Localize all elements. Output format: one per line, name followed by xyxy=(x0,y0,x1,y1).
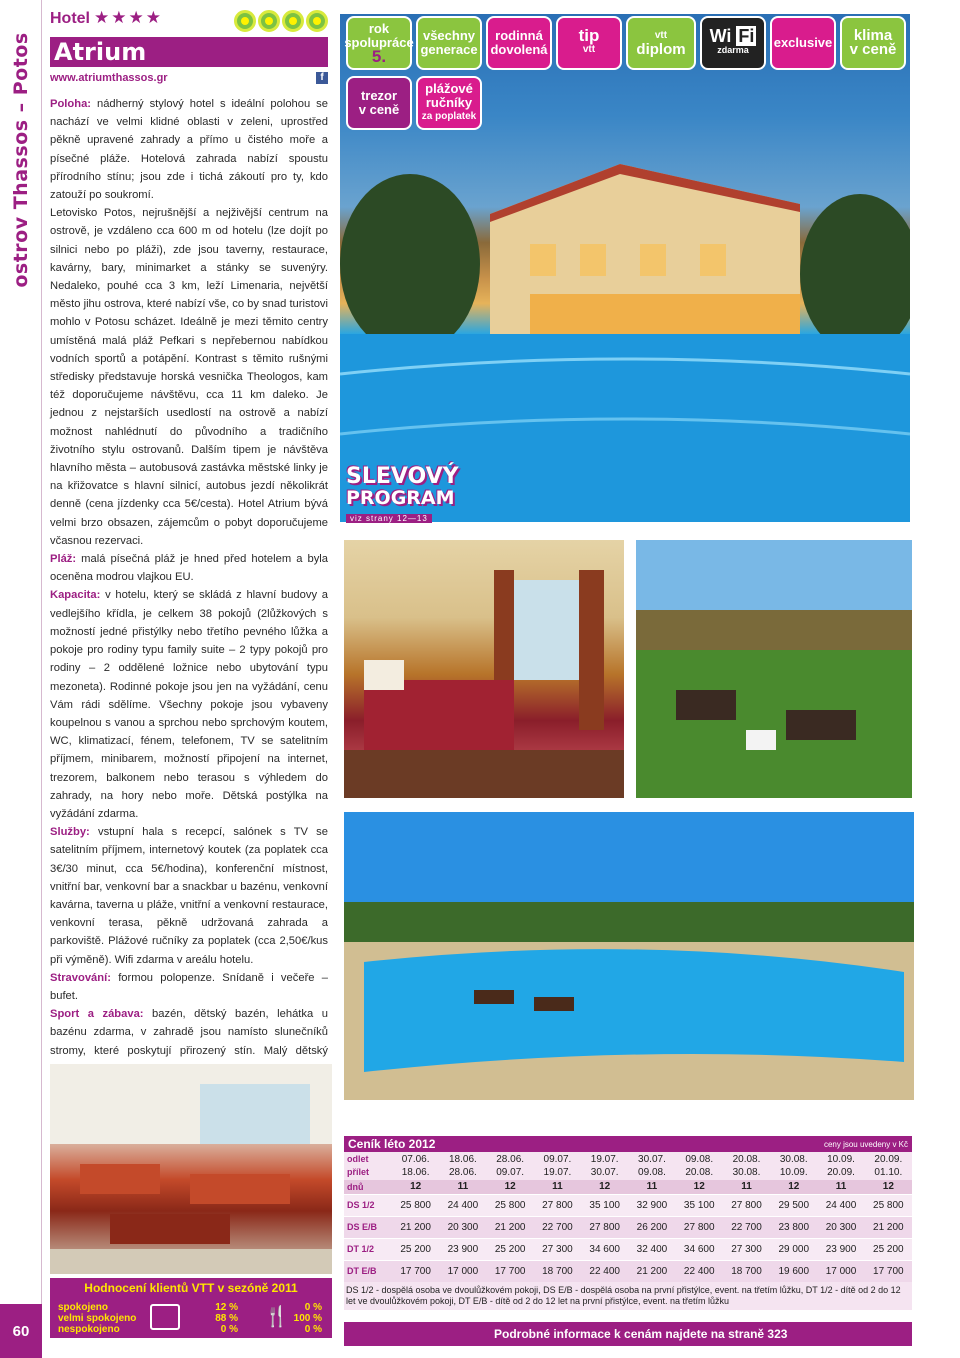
price-cell: 35 100 xyxy=(676,1194,723,1216)
arrival-date: 20.08. xyxy=(685,1167,714,1178)
bedroom-illustration xyxy=(344,540,624,798)
badge-text: klima xyxy=(853,27,893,44)
badge-text: trezor xyxy=(360,88,398,103)
text-poloha: nádherný stylový hotel s ideální polohou se nachází ve velmi klidné oblasti v zeleni, uprostřed pěkně upravené zahrady a přímo u čistého moře a písečné pláže. Hotelová zahrada nabízí spoustu přírodního stínu; jsou zde i tichá zákoutí pro ty, kdo zatouží po soukromí. xyxy=(50,98,328,202)
destination-title: ostrov Thassos – Potos xyxy=(10,32,32,288)
food-rating-value: 100 % xyxy=(293,1313,322,1324)
departure-date: 30.08. xyxy=(779,1154,808,1165)
badge-text: v ceně xyxy=(358,102,400,117)
departure-date: 30.07. xyxy=(638,1154,666,1165)
paragraph-kapacita xyxy=(50,586,328,823)
price-cell: 22 700 xyxy=(534,1216,581,1238)
paragraph-sluzby xyxy=(50,823,328,969)
badge-text: vtt xyxy=(654,30,668,41)
price-cell: 27 800 xyxy=(581,1216,628,1238)
departure-date: 20.09. xyxy=(874,1154,903,1165)
badge-text: tip xyxy=(578,26,600,45)
price-cell: 21 200 xyxy=(628,1260,675,1282)
badge-text xyxy=(709,26,757,46)
departure-date: 18.06. xyxy=(448,1154,477,1165)
badge-all-generations xyxy=(416,16,482,70)
price-cell: 17 700 xyxy=(487,1260,534,1282)
price-row xyxy=(344,1216,912,1238)
arrival-date: 18.06. xyxy=(401,1167,430,1178)
wifi-wi-text: Wi xyxy=(709,26,732,46)
hotel-name-bar xyxy=(50,37,328,67)
dates-row xyxy=(344,1152,912,1180)
price-cell: 34 600 xyxy=(581,1238,628,1260)
garden-illustration xyxy=(636,540,912,798)
paragraph-poloha xyxy=(50,95,328,204)
sun-rating xyxy=(234,10,328,32)
days-row xyxy=(344,1180,912,1194)
star-rating: ★★★★ xyxy=(94,8,163,27)
side-strip xyxy=(0,0,42,1358)
badge-text: rok xyxy=(368,21,390,36)
cutlery-icon: 🍴 xyxy=(264,1306,289,1328)
hotel-icon xyxy=(150,1304,180,1330)
date-cell xyxy=(628,1152,675,1180)
price-cell: 17 700 xyxy=(392,1260,439,1282)
text-sluzby: vstupní hala s recepcí, salónek s TV se satelitním příjmem, internetový koutek (za poplatek cca 3€/30 minut, cca 5€/hodina), konferenční místnost, vnitřní bar, venkovní bar a snackbar u bazénu, venkovní kavárna, taverna u pláže, vnitřní a venkovní restaurace, venkovní terasa, pěkně udržovaná zahrada a parkoviště. Plážové ručníky za poplatek (cca 2,50€/kus při výměně). Wifi zdarma v areálu hotelu. xyxy=(50,826,328,966)
date-cell xyxy=(439,1152,486,1180)
badge-years-cooperation xyxy=(346,16,412,70)
rating-title: Hodnocení klientů VTT v sezóně 2011 xyxy=(84,1281,298,1295)
badge-text: v ceně xyxy=(849,41,897,58)
badge-text: generace xyxy=(420,42,478,57)
departure-date: 19.07. xyxy=(590,1154,619,1165)
date-cell xyxy=(534,1152,581,1180)
price-cell: 25 800 xyxy=(392,1194,439,1216)
price-cell: 27 800 xyxy=(676,1216,723,1238)
odlet-label: odlet xyxy=(347,1154,369,1164)
departure-date: 09.07. xyxy=(543,1154,572,1165)
price-cell: 21 200 xyxy=(865,1216,912,1238)
price-cell: 35 100 xyxy=(581,1194,628,1216)
badge-text: exclusive xyxy=(773,35,833,50)
badge-text: spolupráce xyxy=(344,35,414,50)
departure-date: 07.06. xyxy=(401,1154,430,1165)
price-cell: 27 800 xyxy=(534,1194,581,1216)
price-row xyxy=(344,1238,912,1260)
sun-icon xyxy=(234,10,256,32)
days-cell: 12 xyxy=(487,1180,534,1194)
label-poloha: Poloha: xyxy=(50,98,92,110)
rating-label: nespokojeno xyxy=(58,1324,120,1335)
rating-label: velmi spokojeno xyxy=(58,1313,137,1324)
price-cell: 25 200 xyxy=(392,1238,439,1260)
price-cell: 25 800 xyxy=(487,1194,534,1216)
days-cell: 12 xyxy=(865,1180,912,1194)
label-sluzby: Služby: xyxy=(50,826,90,839)
price-list-title: Ceník léto 2012 xyxy=(348,1137,436,1151)
price-cell: 18 700 xyxy=(534,1260,581,1282)
price-currency-note: ceny jsou uvedeny v Kč xyxy=(823,1140,908,1149)
price-cell: 25 200 xyxy=(487,1238,534,1260)
hotel-rating-value: 12 % xyxy=(215,1302,238,1313)
price-cell: 27 800 xyxy=(723,1194,770,1216)
badge-family-holiday xyxy=(486,16,552,70)
hotel-rating-value: 88 % xyxy=(215,1313,238,1324)
badge-beach-towels xyxy=(416,76,482,130)
badge-text: vtt xyxy=(582,44,596,55)
price-row xyxy=(344,1260,912,1282)
arrival-date: 19.07. xyxy=(543,1167,572,1178)
days-label: dnů xyxy=(344,1180,392,1194)
price-cell: 29 500 xyxy=(770,1194,817,1216)
label-plaz: Pláž: xyxy=(50,553,77,566)
price-list-header xyxy=(344,1136,912,1152)
badge-text: zdarma xyxy=(717,45,749,55)
price-cell: 17 700 xyxy=(865,1260,912,1282)
price-cell: 22 400 xyxy=(676,1260,723,1282)
hotel-rating-value: 0 % xyxy=(220,1324,238,1335)
price-cell: 24 400 xyxy=(439,1194,486,1216)
page-number: 60 xyxy=(0,1304,42,1358)
days-cell: 12 xyxy=(392,1180,439,1194)
restaurant-photo xyxy=(50,1064,332,1274)
date-cell xyxy=(723,1152,770,1180)
price-cell: 22 700 xyxy=(723,1216,770,1238)
more-info-banner: Podrobné informace k cenám najdete na straně 323 xyxy=(344,1322,912,1346)
price-cell: 26 200 xyxy=(628,1216,675,1238)
arrival-date: 01.10. xyxy=(874,1167,903,1178)
price-row xyxy=(344,1194,912,1216)
sun-icon xyxy=(258,10,280,32)
price-cell: 23 800 xyxy=(770,1216,817,1238)
prilet-label: přílet xyxy=(347,1167,370,1177)
badge-text: 5. xyxy=(371,47,387,66)
badge-tip xyxy=(556,16,622,70)
days-cell: 11 xyxy=(439,1180,486,1194)
price-cell: 20 300 xyxy=(439,1216,486,1238)
price-table xyxy=(344,1152,912,1282)
date-cell xyxy=(487,1152,534,1180)
garden-photo xyxy=(636,540,912,798)
price-cell: 25 200 xyxy=(865,1238,912,1260)
label-kapacita: Kapacita: xyxy=(50,589,101,602)
price-cell: 18 700 xyxy=(723,1260,770,1282)
price-row-label: DT E/B xyxy=(344,1260,392,1282)
date-cell xyxy=(770,1152,817,1180)
badge-wifi xyxy=(700,16,766,70)
arrival-date: 10.09. xyxy=(779,1167,808,1178)
rating-label: spokojeno xyxy=(58,1302,109,1313)
pool-illustration xyxy=(344,812,914,1100)
text-kapacita: v hotelu, který se skládá z hlavní budovy a vedlejšího křídla, je celkem 38 pokojů (2lůžkových s možností jedné přistýlky nebo třetího pevného lůžka a pokoje pro rodiny typu family suite – 2 typy pokojů pro rodiny – 2 oddělené ložnice nebo ubytování typu mezoneta). Rodinné pokoje jsou jen na vyžádání, cenu Vám rádi sdělíme. Všechny pokoje jsou vybaveny koupelnou s vanou a sprchou nebo sprchovým koutem, WC, klimatizací, fénem, telefonem, TV se satelitním příjmem, minibarem, možností připojení na internet, trezorem, balkonem nebo terasou s výhledem do zahrady, na hory nebo moře. Dětská postýlka na vyžádání zdarma. xyxy=(50,589,328,820)
badge-text: za poplatek xyxy=(421,111,477,122)
date-cell xyxy=(392,1152,439,1180)
departure-date: 20.08. xyxy=(732,1154,761,1165)
client-rating-box xyxy=(50,1278,332,1338)
discount-program-badge[interactable] xyxy=(346,464,480,523)
price-cell: 24 400 xyxy=(817,1194,864,1216)
price-cell: 32 400 xyxy=(628,1238,675,1260)
price-cell: 21 200 xyxy=(487,1216,534,1238)
side-divider xyxy=(41,0,42,1358)
price-row-label: DS E/B xyxy=(344,1216,392,1238)
badge-exclusive xyxy=(770,16,836,70)
hotel-kind: Hotel xyxy=(50,10,90,27)
price-cell: 27 300 xyxy=(723,1238,770,1260)
sun-icon xyxy=(282,10,304,32)
date-cell xyxy=(676,1152,723,1180)
arrival-date: 30.07. xyxy=(590,1167,619,1178)
badge-text: ručníky xyxy=(425,95,473,110)
date-cell xyxy=(581,1152,628,1180)
pool-photo xyxy=(344,812,914,1100)
price-cell: 21 200 xyxy=(392,1216,439,1238)
days-cell: 12 xyxy=(676,1180,723,1194)
price-cell: 27 300 xyxy=(534,1238,581,1260)
text-stravovani: formou polopenze. Snídaně i večeře – bufet. xyxy=(50,971,328,1002)
arrival-date: 09.08. xyxy=(638,1167,666,1178)
arrival-date: 28.06. xyxy=(448,1167,477,1178)
badge-text: všechny xyxy=(422,28,476,43)
price-legend: DS 1/2 - dospělá osoba ve dvoulůžkovém pokoji, DS E/B - dospělá osoba na první přistýlce, event. na třetím lůžku, DT 1/2 - dítě od 2 do 12 let ve dvoulůžkovém pokoji, DT E/B - dítě od 2 do 12 let na první přistýlce, event. na třetím lůžku xyxy=(344,1282,912,1310)
hotel-website-link[interactable]: www.atriumthassos.gr xyxy=(50,72,168,84)
arrival-date: 09.07. xyxy=(496,1167,525,1178)
restaurant-illustration xyxy=(50,1064,332,1274)
label-sport: Sport a zábava: xyxy=(50,1008,144,1021)
arrival-date: 30.08. xyxy=(732,1167,761,1178)
badge-diploma xyxy=(626,16,696,70)
label-stravovani: Stravování: xyxy=(50,971,111,984)
price-cell: 20 300 xyxy=(817,1216,864,1238)
days-cell: 12 xyxy=(581,1180,628,1194)
wifi-fi-text: Fi xyxy=(738,26,755,46)
days-cell: 11 xyxy=(723,1180,770,1194)
text-sport: bazén, dětský bazén, lehátka u bazénu zdarma, v zahradě jsou namísto slunečníků stromy, které poskytují přirozený stín. Malý dětský xyxy=(50,1008,328,1057)
departure-date: 09.08. xyxy=(685,1154,714,1165)
price-row-label: DT 1/2 xyxy=(344,1238,392,1260)
discount-line1: SLEVOVÝ xyxy=(346,464,459,489)
price-row-label: DS 1/2 xyxy=(344,1194,392,1216)
text-plaz: malá písečná pláž je hned před hotelem a byla oceněna modrou vlajkou EU. xyxy=(50,553,328,584)
food-rating-value: 0 % xyxy=(304,1324,322,1335)
hotel-name: Atrium xyxy=(54,38,147,66)
hotel-header xyxy=(50,10,330,82)
badge-text: dovolená xyxy=(490,42,548,57)
paragraph-plaz xyxy=(50,550,328,586)
departure-date: 28.06. xyxy=(496,1154,525,1165)
price-list xyxy=(344,1136,912,1310)
paragraph-stravovani xyxy=(50,969,328,1005)
discount-line2: PROGRAM xyxy=(346,487,455,509)
hotel-description xyxy=(50,95,328,1146)
price-cell: 34 600 xyxy=(676,1238,723,1260)
days-cell: 12 xyxy=(770,1180,817,1194)
food-rating-value: 0 % xyxy=(304,1302,322,1313)
price-cell: 23 900 xyxy=(439,1238,486,1260)
date-cell xyxy=(865,1152,912,1180)
badge-text: plážové xyxy=(425,81,473,96)
days-cell: 11 xyxy=(628,1180,675,1194)
badge-air-conditioning xyxy=(840,16,906,70)
days-cell: 11 xyxy=(534,1180,581,1194)
arrival-date: 20.09. xyxy=(827,1167,855,1178)
date-cell xyxy=(817,1152,864,1180)
price-cell: 23 900 xyxy=(817,1238,864,1260)
facebook-icon[interactable]: f xyxy=(316,72,328,84)
sun-icon xyxy=(306,10,328,32)
dates-label xyxy=(344,1152,392,1180)
price-cell: 17 000 xyxy=(817,1260,864,1282)
departure-date: 10.09. xyxy=(827,1154,855,1165)
room-photo xyxy=(344,540,624,798)
badge-text: diplom xyxy=(636,41,686,58)
badge-safe-included xyxy=(346,76,412,130)
days-cell: 11 xyxy=(817,1180,864,1194)
badge-text: rodinná xyxy=(495,28,543,43)
price-cell: 25 800 xyxy=(865,1194,912,1216)
price-cell: 32 900 xyxy=(628,1194,675,1216)
price-cell: 22 400 xyxy=(581,1260,628,1282)
paragraph-letovisko: Letovisko Potos, nejrušnější a nejživější centrum na ostrově, je vzdáleno cca 600 m od hotelu (lze dojít po silnici nebo po pláži), zde jsou taverny, restaurace, kavárny, bary, minimarket a stánky se suvenýry. Nedaleko, pouhé cca 3 km, leží Limenaria, největší město jihu ostrova, které nabízí vše, co by snad turistovi mohlo v Potosu scházet. Ideálně je mezi těmito centry umístěná malá pláž Pefkari s nepřebernou nabídkou vodních sportů a potápění. Kontrast s těmito rušnými středisky představuje horská vesnička Theologos, kam též doporučujeme návštěvu, cca 11 km daleko. Je jednou z nejstarších usedlostí na ostrově a nabízí možnost nahlédnutí do původního a tradičního životního stylu ostrovanů. Dalším tipem je návštěva hlavního města – autobusová zastávka městské linky je na křižovatce s hlavní silnicí, autobus jezdí několikrát denně (cena jízdenky cca 5€/cesta). Hotel Atrium bývá velmi brzo obsazen, zájemcům o pobyt doporučujeme včasnou rezervaci. xyxy=(50,207,328,547)
price-cell: 29 000 xyxy=(770,1238,817,1260)
price-cell: 19 600 xyxy=(770,1260,817,1282)
price-cell: 17 000 xyxy=(439,1260,486,1282)
discount-note: viz strany 12—13 xyxy=(346,514,432,523)
